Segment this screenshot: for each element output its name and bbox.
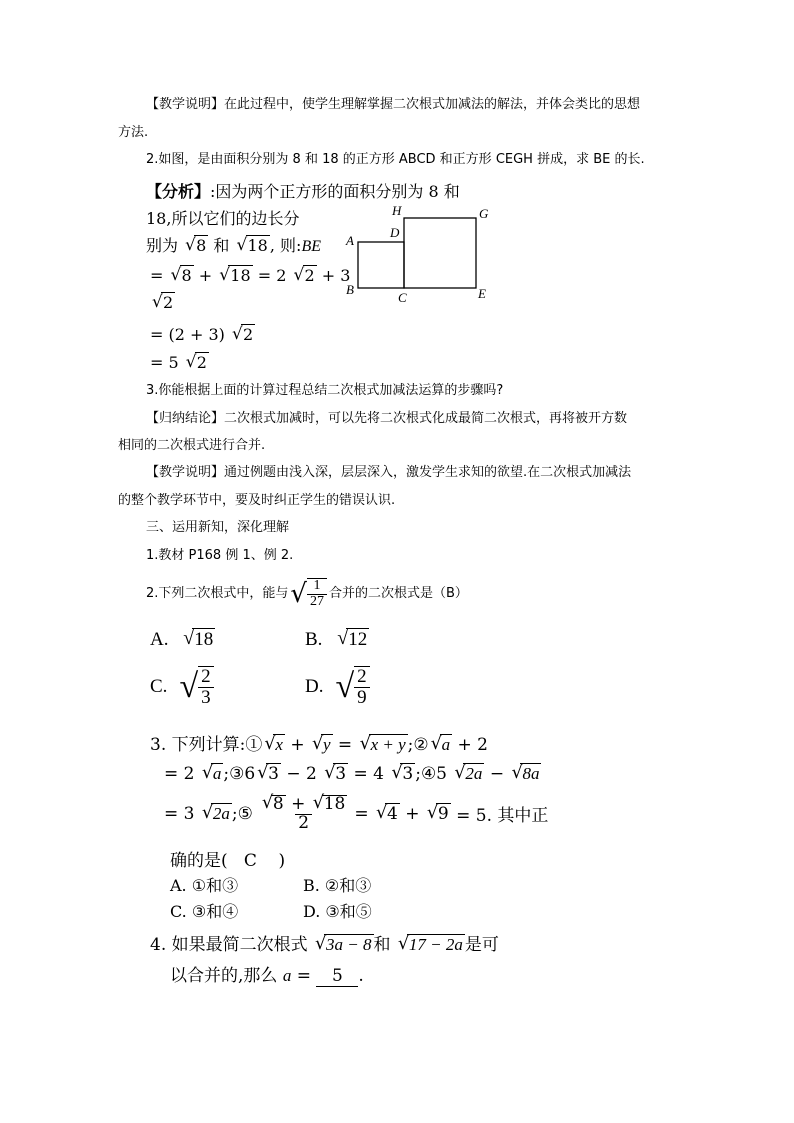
exercise-3-answer: C	[243, 851, 257, 871]
conclusion-line1: 【归纳结论】二次根式加减时，可以先将二次根式化成最简二次根式，再将被开方数	[146, 411, 628, 426]
exercise-2-option-b: B. √ 12	[305, 627, 368, 650]
analysis-line4: = √ 8 + √ 18 = 2 √ 2 + 3	[150, 264, 351, 285]
sqrt-fraction: √ $\frac{1}{27}$	[290, 578, 327, 609]
exercise-1: 1.教材 P168 例 1、例 2.	[146, 548, 294, 563]
square-abcd	[358, 242, 404, 288]
exercise-2-option-a: A. √ 18	[150, 627, 214, 650]
section-3-heading: 三、运用新知，深化理解	[146, 520, 290, 535]
teaching-note2-line1: 【教学说明】通过例题由浅入深，层层深入，激发学生求知的欲望.在二次根式加减法	[146, 465, 632, 480]
exercise-3-option-a: A. ①和③	[170, 876, 239, 895]
exercise-3-option-c: C. ③和④	[170, 902, 239, 921]
analysis-line5	[150, 292, 175, 312]
sqrt-8: √ 8	[185, 234, 207, 255]
teaching-note-tag: 【教学说明】	[146, 465, 225, 480]
intro-paragraph	[146, 96, 640, 114]
conclusion-tag: 【归纳结论】	[146, 411, 225, 426]
label-h: H	[392, 203, 402, 218]
square-cegh	[404, 218, 476, 288]
exercise-4-line1: 4. 如果最简二次根式 √ 3a − 8 和 √ 17 − 2a 是可	[150, 933, 499, 955]
label-g: G	[479, 206, 489, 221]
question-2: 2.如图，是由面积分别为 8 和 18 的正方形 ABCD 和正方形 CEGH 拼成，求 BE 的长.	[146, 152, 645, 167]
be-variable: BE	[301, 238, 321, 255]
exercise-2-stem: 2.下列二次根式中，能与 √ $\frac{1}{27}$ 合并的二次根式是（B）	[146, 578, 468, 609]
exercise-3-line3: = 3 √ 2a ;⑤ √ 8 + √ 18 2 = √ 4 + √ 9 = 5. 其中正	[164, 792, 549, 833]
label-e: E	[478, 286, 486, 301]
analysis-tag: 【分析】	[146, 182, 211, 201]
exercise-3-option-b: B. ②和③	[303, 876, 372, 895]
squares-figure	[340, 200, 500, 310]
exercise-4-answer-blank: 5	[316, 966, 358, 987]
sqrt-18: √ 18	[236, 234, 268, 255]
analysis-line3: 别为 √ 8 和 √ 18 , 则:BE	[146, 234, 321, 255]
exercise-2-option-c: C. √ $\frac{2}{3}$	[150, 666, 214, 708]
sqrt-2: √ 2	[152, 291, 174, 312]
analysis-line6: = (2 + 3) √ 2	[150, 323, 254, 344]
exercise-2-option-d: D. √ $\frac{2}{9}$	[305, 666, 370, 708]
exercise-3-line2: = 2 √ a ;③6 √ 3 − 2 √ 3 = 4 √ 3 ;④5 √ 2a − √ 8a	[164, 762, 540, 784]
label-b: B	[346, 282, 354, 297]
label-c: C	[398, 290, 407, 305]
conclusion-line2: 相同的二次根式进行合并.	[118, 438, 266, 453]
intro-text-line1: 在此过程中，使学生理解掌握二次根式加减法的解法，并体会类比的思想	[224, 97, 641, 112]
label-d: D	[390, 225, 400, 240]
analysis-line7: = 5 √ 2	[150, 351, 207, 372]
analysis-line1: 【分析】:因为两个正方形的面积分别为 8 和	[146, 182, 460, 201]
teaching-note-tag: 【教学说明】	[146, 97, 225, 112]
sqrt-2: √ 2	[293, 264, 315, 285]
exercise-4-line2: 以合并的,那么 a = 5 .	[170, 966, 364, 986]
intro-text-line2: 方法.	[118, 125, 149, 140]
analysis-line2: 18,所以它们的边长分	[146, 209, 300, 228]
sqrt-8: √ 8	[170, 264, 192, 285]
sqrt-18: √ 18	[219, 264, 251, 285]
exercise-3-option-d: D. ③和⑤	[303, 902, 372, 921]
teaching-note2-line2: 的整个教学环节中，要及时纠正学生的错误认识.	[118, 493, 396, 508]
sqrt-2: √ 2	[185, 351, 207, 372]
exercise-3-line1: 3. 下列计算:① √ x + √ y = √ x + y ;② √ a + 2	[150, 733, 488, 755]
label-a: A	[346, 233, 354, 248]
exercise-3-line4: 确的是( C )	[170, 851, 286, 871]
sqrt-2: √ 2	[232, 323, 254, 344]
question-3: 3.你能根据上面的计算过程总结二次根式加减法运算的步骤吗?	[146, 383, 504, 398]
